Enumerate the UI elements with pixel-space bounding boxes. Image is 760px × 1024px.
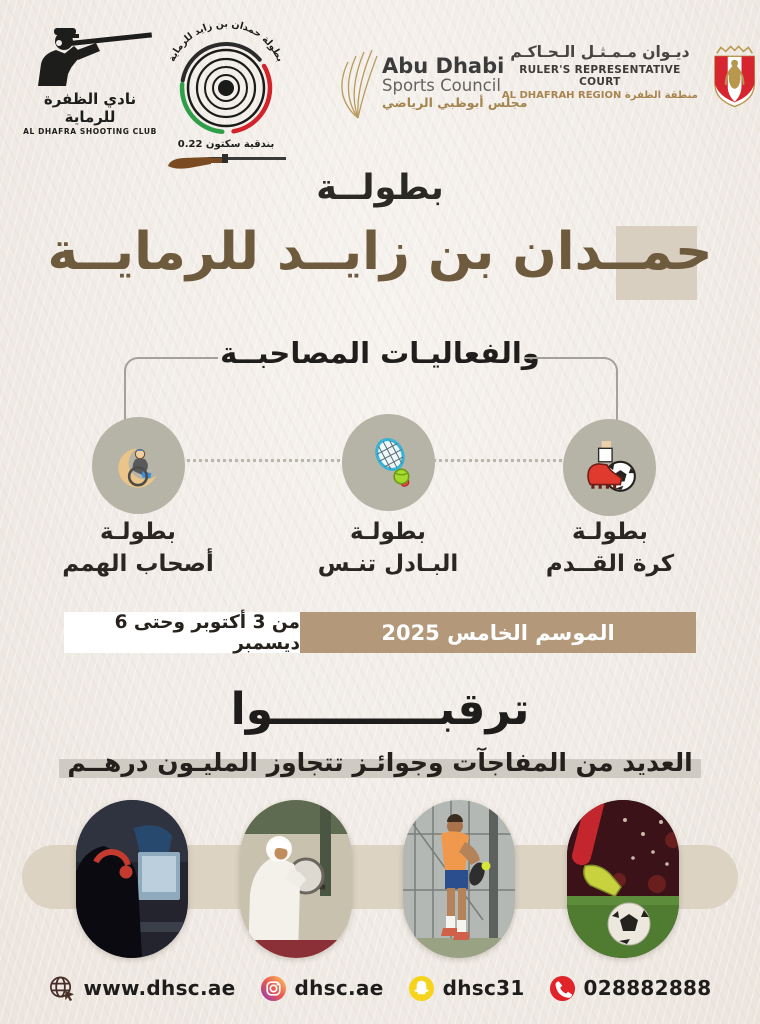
instagram-label: dhsc.ae <box>294 976 384 1000</box>
event-circle-padel <box>342 414 435 511</box>
event-label-padel: بطولـة البـادل تنـس <box>317 519 459 577</box>
gold-wing-icon <box>330 44 378 120</box>
club-name-arabic: نادي الظفرة للرماية <box>43 90 137 126</box>
people-of-determination-icon <box>110 437 168 495</box>
adsc-name-line1: Abu Dhabi <box>382 53 505 78</box>
adsc-name-line2: Sports Council <box>382 75 501 95</box>
al-dhafra-shooting-club-logo <box>22 28 158 136</box>
snapchat-label: dhsc31 <box>442 976 525 1000</box>
connector-bracket-left <box>124 357 218 423</box>
connector-bracket-right <box>524 357 618 423</box>
court-region: منطقة الظفرة AL DHAFRAH REGION <box>501 89 698 101</box>
website-label: www.dhsc.ae <box>83 976 236 1000</box>
logo-caption: بندقية سكتون 0.22 <box>177 139 275 150</box>
shooter-silhouette-icon <box>22 28 158 86</box>
website-contact <box>48 974 235 1002</box>
event-circle-determination <box>92 417 185 514</box>
season-label: الموسم الخامس 2025 <box>300 612 696 653</box>
phone-icon <box>549 975 576 1002</box>
target-bullseye <box>218 80 234 96</box>
logo-arc-text: بطولة حمدان بن زايد للرماية <box>166 18 286 64</box>
court-name-english: RULER'S REPRESENTATIVE COURT <box>519 63 681 88</box>
event-label-determination: بطولـة أصحاب الهمم <box>62 519 214 577</box>
photo-padel-player <box>403 800 515 958</box>
event-label-football: بطولـة كرة القــدم <box>545 519 675 577</box>
adsc-name-arabic: مجلس أبوظبي الرياضي <box>382 95 528 111</box>
phone-label: 028882888 <box>583 976 712 1000</box>
snapchat-icon <box>408 975 435 1002</box>
event-circle-football <box>563 419 656 516</box>
globe-icon <box>48 974 75 1002</box>
phone-contact <box>549 975 712 1002</box>
club-name-english: AL DHAFRA SHOOTING CLUB <box>23 127 157 136</box>
instagram-contact <box>260 975 384 1002</box>
pre-title: بطولــة <box>316 168 444 208</box>
championship-target-logo <box>156 6 296 174</box>
rulers-representative-court-logo <box>498 40 760 114</box>
subtitle: والفعاليـات المصاحبــة <box>220 336 540 370</box>
court-crest-icon <box>709 40 760 114</box>
court-name-arabic: ديـوان مـمـثـل الـحـاكـم <box>510 43 690 61</box>
photo-traditional-shooter <box>240 800 352 958</box>
rifle-icon <box>168 154 286 169</box>
photo-football-kick <box>567 800 679 958</box>
photo-simulator-shooting <box>76 800 188 958</box>
stay-tuned-title: ترقبـــــــــــوا <box>230 684 530 735</box>
footer-contacts <box>0 974 760 1002</box>
season-dates: من 3 أكتوبر وحتى 6 ديسمبر <box>64 612 300 653</box>
snapchat-contact <box>408 975 525 1002</box>
padel-racket-icon <box>360 434 418 492</box>
instagram-icon <box>260 975 287 1002</box>
prizes-tagline: العديد من المفاجآت وجوائـز تتجاوز المليـون درهــم <box>67 748 693 777</box>
page-title: حمــدان بن زايــد للرمايــة <box>47 222 713 282</box>
football-boot-icon <box>581 439 639 497</box>
